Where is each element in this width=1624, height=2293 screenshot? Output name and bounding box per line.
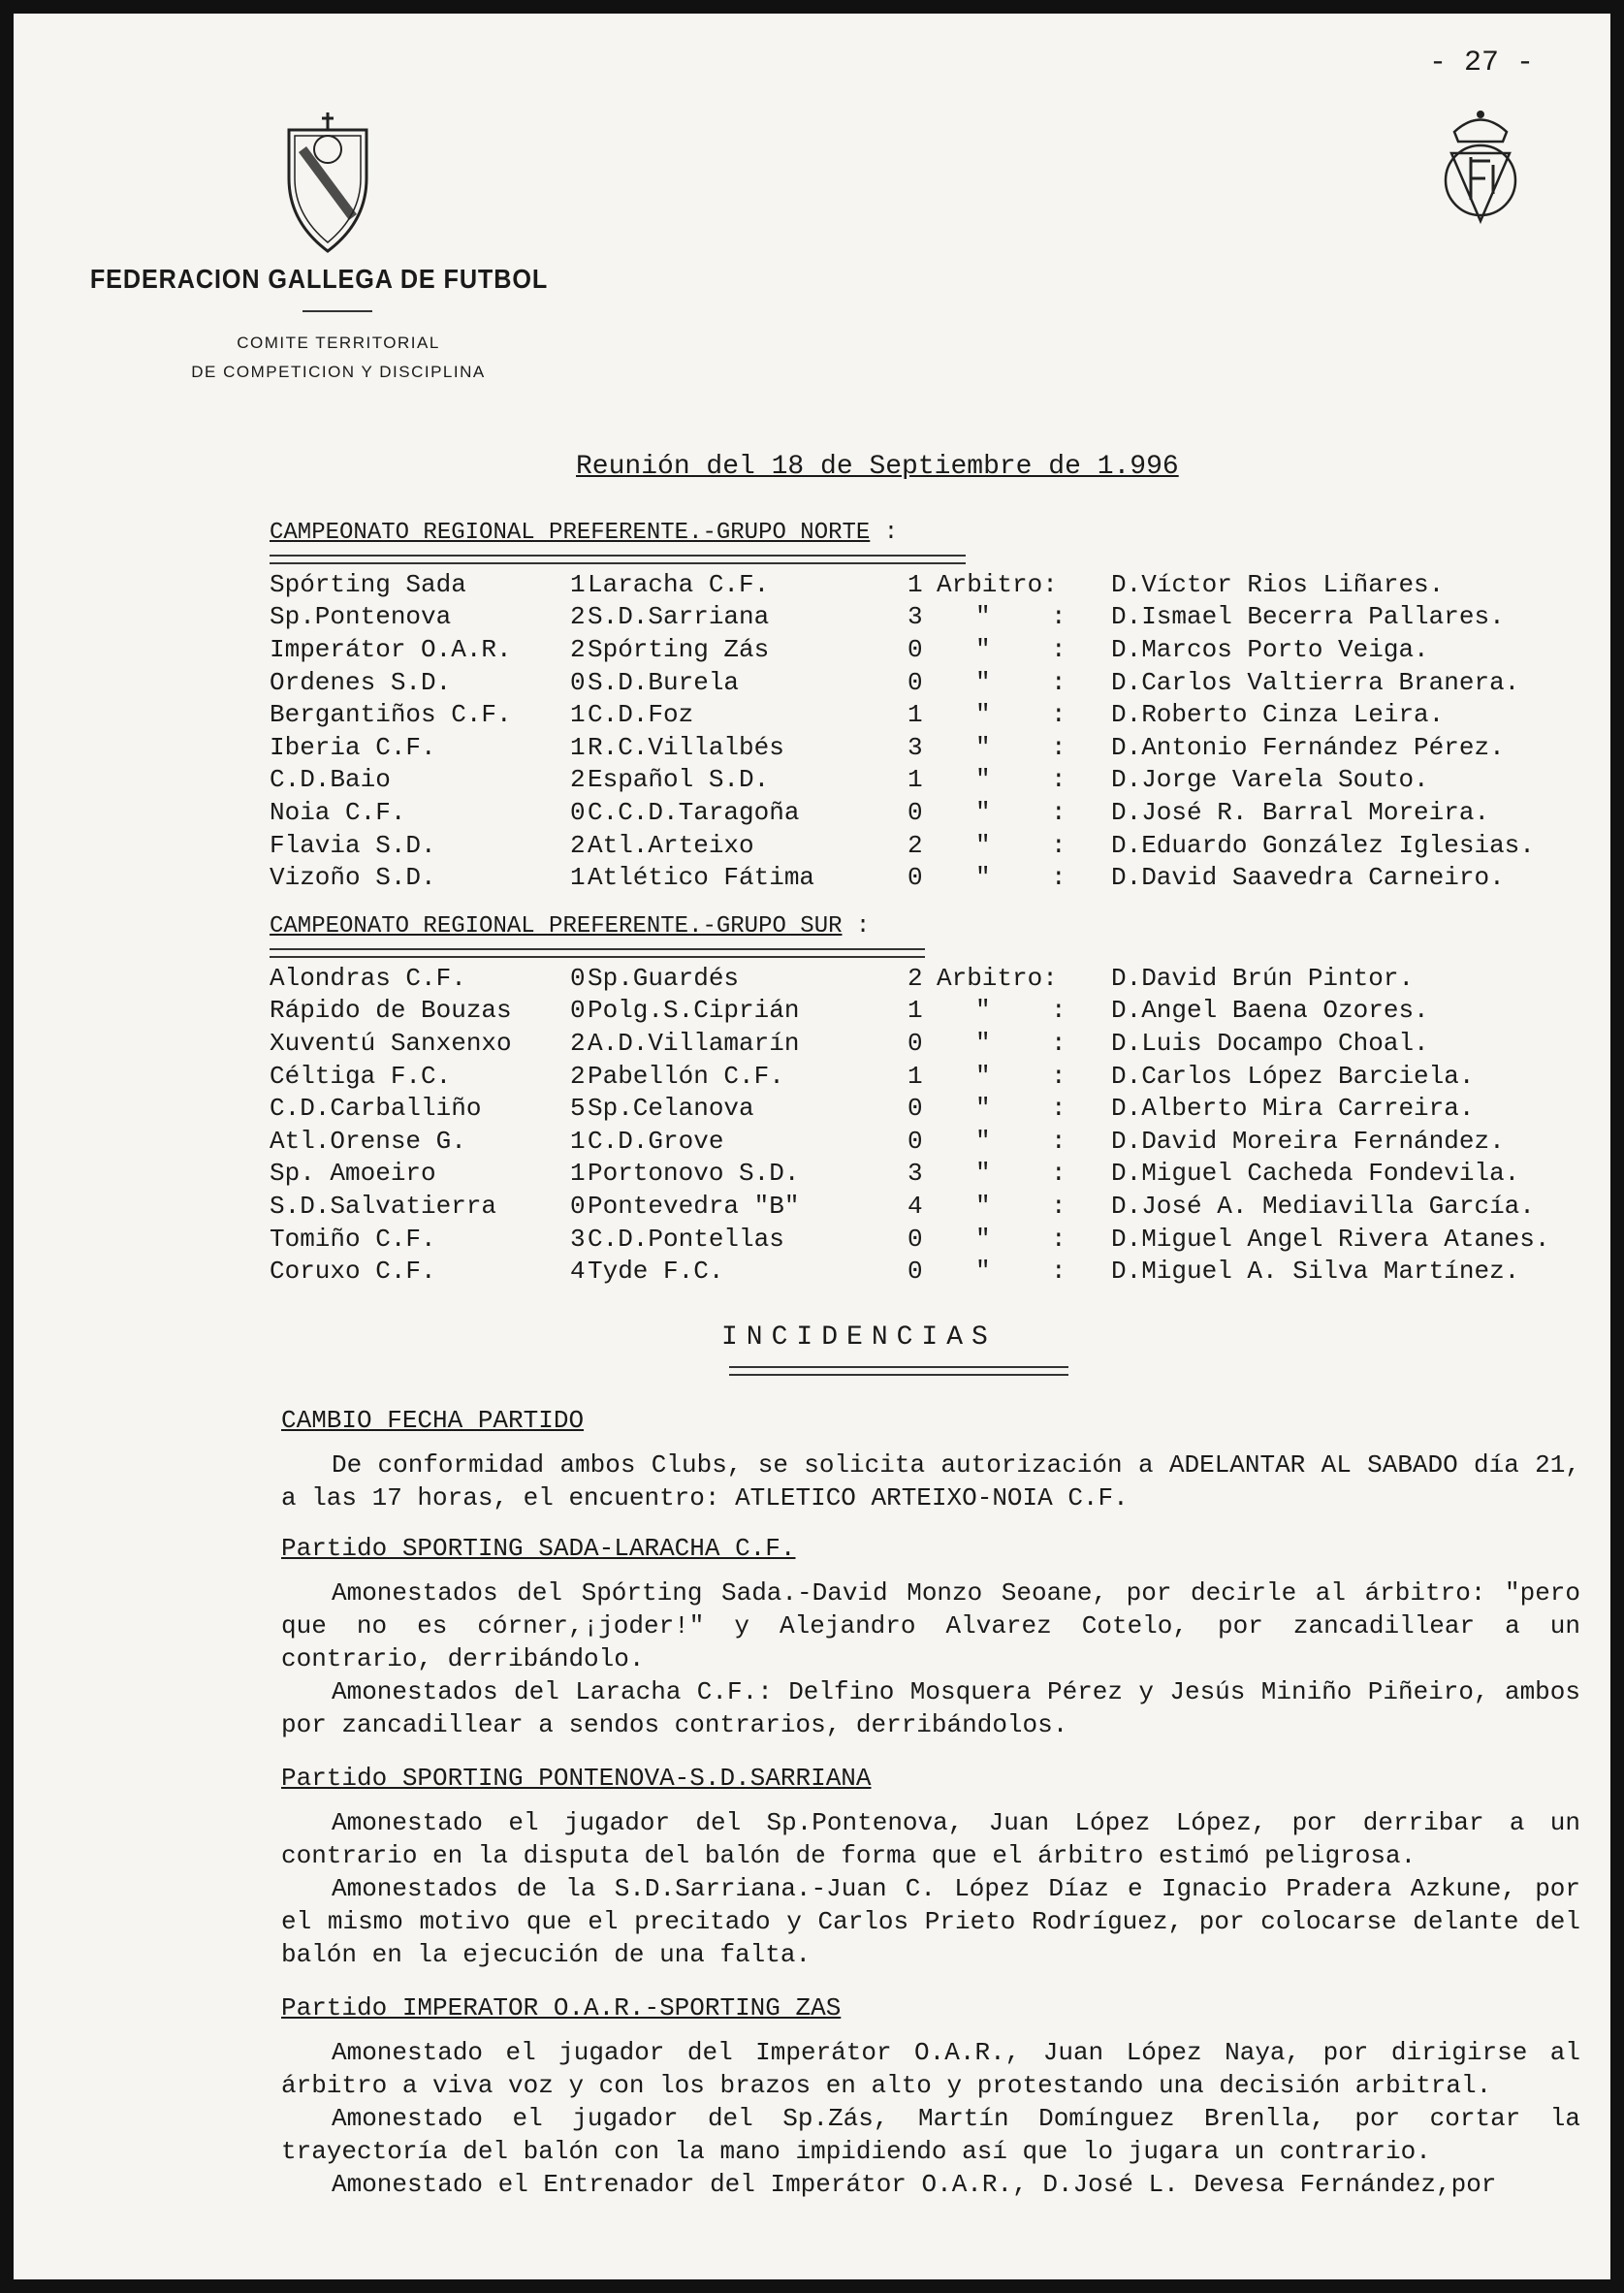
home-score: 2 [570, 1028, 586, 1058]
away-score: 1 [908, 700, 923, 730]
section-paragraph: Amonestado el jugador del Sp.Pontenova, Juan López López, por derribar a un contrario en la disputa del balón de forma que el árbitro estimó peligrosa. [281, 1808, 1580, 1870]
referee-label: " : [975, 700, 1067, 730]
away-score: 0 [908, 863, 923, 893]
match-row [270, 1125, 1549, 1158]
referee-name: D.Roberto Cinza Leira. [1111, 700, 1445, 730]
referee-label: " : [975, 1224, 1067, 1254]
home-team: Céltiga F.C. [270, 1061, 452, 1091]
referee-name: D.Víctor Rios Liñares. [1111, 569, 1445, 599]
section-body [281, 2036, 1580, 2201]
home-team: Coruxo C.F. [270, 1257, 436, 1287]
section-body [281, 1576, 1580, 1741]
away-score: 1 [908, 996, 923, 1026]
home-score: 2 [570, 830, 586, 860]
section-paragraph: Amonestado el Entrenador del Imperátor O.A.R., D.José L. Devesa Fernández,por [332, 2170, 1497, 2199]
referee-label: " : [975, 1028, 1067, 1058]
section-heading: Partido SPORTING PONTENOVA-S.D.SARRIANA [281, 1764, 872, 1793]
match-row [270, 1092, 1549, 1125]
referee-name: D.Marcos Porto Veiga. [1111, 634, 1429, 664]
home-team: Spórting Sada [270, 569, 466, 599]
referee-name: D.Miguel A. Silva Martínez. [1111, 1257, 1520, 1287]
federation-name: FEDERACION GALLEGA DE FUTBOL [89, 264, 549, 294]
committee-line-2: DE COMPETICION Y DISCIPLINA [191, 363, 486, 381]
match-row [270, 666, 1535, 699]
home-team: S.D.Salvatierra [270, 1191, 497, 1221]
incidencias-title: INCIDENCIAS [721, 1322, 997, 1353]
match-row [270, 1255, 1549, 1288]
away-score: 0 [908, 634, 923, 664]
home-team: Rápido de Bouzas [270, 996, 512, 1026]
match-row [270, 995, 1549, 1028]
federation-shield-logo [283, 111, 372, 256]
home-team: Atl.Orense G. [270, 1126, 466, 1156]
away-score: 0 [908, 1094, 923, 1124]
group-norte-results-table [270, 568, 1535, 894]
group-sur-title [270, 913, 870, 939]
match-row [270, 1190, 1549, 1223]
section-paragraph: Amonestado el jugador del Sp.Zás, Martín Domínguez Brenlla, por cortar la trayectoría del balón con la mano impidiendo así que lo jugara un contrario. [281, 2104, 1580, 2166]
match-row [270, 962, 1549, 995]
home-team: Bergantiños C.F. [270, 700, 512, 730]
home-team: C.D.Carballiño [270, 1094, 482, 1124]
away-team: C.C.D.Taragoña [588, 797, 800, 827]
home-team: Vizoño S.D. [270, 863, 436, 893]
home-team: Sp. Amoeiro [270, 1159, 436, 1189]
referee-label: " : [975, 765, 1067, 795]
group-title-text: CAMPEONATO REGIONAL PREFERENTE.-GRUPO NORTE [270, 520, 871, 546]
spanish-federation-crest-logo [1437, 103, 1524, 229]
home-score: 1 [570, 1126, 586, 1156]
referee-name: D.Antonio Fernández Pérez. [1111, 732, 1505, 762]
away-team: Tyde F.C. [588, 1257, 724, 1287]
referee-label: " : [975, 1191, 1067, 1221]
home-team: Xuventú Sanxenxo [270, 1028, 512, 1058]
home-team: Tomiño C.F. [270, 1224, 436, 1254]
group-sur-results-table [270, 962, 1549, 1288]
home-score: 0 [570, 797, 586, 827]
home-score: 2 [570, 634, 586, 664]
home-team: Sp.Pontenova [270, 602, 452, 632]
referee-name: D.Miguel Cacheda Fondevila. [1111, 1159, 1520, 1189]
home-score: 1 [570, 863, 586, 893]
away-team: Pabellón C.F. [588, 1061, 784, 1091]
referee-label: " : [975, 830, 1067, 860]
match-row [270, 796, 1535, 829]
group-title-text: CAMPEONATO REGIONAL PREFERENTE.-GRUPO SUR [270, 913, 843, 939]
away-team: Laracha C.F. [588, 569, 770, 599]
referee-name: D.David Brún Pintor. [1111, 963, 1415, 993]
home-score: 2 [570, 602, 586, 632]
referee-label: " : [975, 1159, 1067, 1189]
away-team: C.D.Pontellas [588, 1224, 784, 1254]
section-body [281, 1806, 1580, 1971]
away-score: 0 [908, 1257, 923, 1287]
match-row [270, 601, 1535, 634]
referee-name: D.Alberto Mira Carreira. [1111, 1094, 1475, 1124]
meeting-title: Reunión del 18 de Septiembre de 1.996 [576, 452, 1179, 482]
home-score: 1 [570, 1159, 586, 1189]
section-paragraph: De conformidad ambos Clubs, se solicita autorización a ADELANTAR AL SABADO día 21, a las 17 horas, el encuentro: ATLETICO ARTEIXO-NOIA C.F. [281, 1450, 1580, 1513]
away-score: 2 [908, 963, 923, 993]
away-score: 0 [908, 1028, 923, 1058]
home-team: Iberia C.F. [270, 732, 436, 762]
away-score: 4 [908, 1191, 923, 1221]
match-row [270, 1223, 1549, 1256]
home-score: 1 [570, 700, 586, 730]
away-score: 0 [908, 1126, 923, 1156]
match-row [270, 1158, 1549, 1191]
referee-label: " : [975, 667, 1067, 697]
away-team: C.D.Foz [588, 700, 694, 730]
away-team: Atl.Arteixo [588, 830, 754, 860]
referee-label: " : [975, 797, 1067, 827]
home-score: 2 [570, 1061, 586, 1091]
section-heading: Partido SPORTING SADA-LARACHA C.F. [281, 1534, 796, 1563]
home-team: Imperátor O.A.R. [270, 634, 512, 664]
referee-name: D.Carlos Valtierra Branera. [1111, 667, 1520, 697]
referee-label: " : [975, 732, 1067, 762]
section-heading: CAMBIO FECHA PARTIDO [281, 1406, 585, 1435]
away-team: Portonovo S.D. [588, 1159, 800, 1189]
document-page [14, 14, 1610, 2279]
referee-label: " : [975, 1061, 1067, 1091]
home-score: 0 [570, 1191, 586, 1221]
home-team: Flavia S.D. [270, 830, 436, 860]
away-team: A.D.Villamarín [588, 1028, 800, 1058]
away-team: S.D.Sarriana [588, 602, 770, 632]
away-score: 3 [908, 602, 923, 632]
away-team: Sp.Celanova [588, 1094, 754, 1124]
page-number: - 27 - [1429, 47, 1535, 80]
match-row [270, 568, 1535, 601]
referee-name: D.Angel Baena Ozores. [1111, 996, 1429, 1026]
referee-name: D.David Moreira Fernández. [1111, 1126, 1505, 1156]
home-score: 0 [570, 667, 586, 697]
match-row [270, 1060, 1549, 1093]
away-team: Español S.D. [588, 765, 770, 795]
referee-name: D.Miguel Angel Rivera Atanes. [1111, 1224, 1550, 1254]
away-score: 0 [908, 667, 923, 697]
away-score: 2 [908, 830, 923, 860]
referee-name: D.David Saavedra Carneiro. [1111, 863, 1505, 893]
referee-label: " : [975, 863, 1067, 893]
home-team: C.D.Baio [270, 765, 391, 795]
referee-name: D.Eduardo González Iglesias. [1111, 830, 1535, 860]
group-norte-double-rule [270, 555, 966, 564]
referee-label: " : [975, 1094, 1067, 1124]
away-team: Sp.Guardés [588, 963, 740, 993]
referee-name: D.Ismael Becerra Pallares. [1111, 602, 1505, 632]
section-body [281, 1449, 1580, 1514]
away-score: 3 [908, 732, 923, 762]
home-score: 1 [570, 569, 586, 599]
referee-label: " : [975, 1257, 1067, 1287]
match-row [270, 829, 1535, 862]
away-score: 0 [908, 1224, 923, 1254]
match-row [270, 633, 1535, 666]
committee-line-1: COMITE TERRITORIAL [237, 334, 440, 352]
referee-label: " : [975, 602, 1067, 632]
home-team: Alondras C.F. [270, 963, 466, 993]
away-team: Atlético Fátima [588, 863, 815, 893]
away-score: 1 [908, 765, 923, 795]
home-score: 1 [570, 732, 586, 762]
referee-name: D.Jorge Varela Souto. [1111, 765, 1429, 795]
home-score: 2 [570, 765, 586, 795]
header-divider [303, 310, 372, 312]
match-row [270, 731, 1535, 764]
section-heading: Partido IMPERATOR O.A.R.-SPORTING ZAS [281, 1993, 842, 2022]
section-paragraph: Amonestado el jugador del Imperátor O.A.R., Juan López Naya, por dirigirse al árbitro a viva voz y con los brazos en alto y protestando una decisión arbitral. [281, 2038, 1580, 2100]
away-team: Spórting Zás [588, 634, 770, 664]
away-score: 1 [908, 1061, 923, 1091]
home-score: 5 [570, 1094, 586, 1124]
away-score: 3 [908, 1159, 923, 1189]
section-paragraph: Amonestados del Spórting Sada.-David Monzo Seoane, por decirle al árbitro: "pero que no es córner,¡joder!" y Alejandro Alvarez Cotelo, por zancadillear a un contrario, derribándolo. [281, 1578, 1580, 1673]
group-title-colon: : [855, 913, 871, 939]
section-paragraph: Amonestados del Laracha C.F.: Delfino Mosquera Pérez y Jesús Miniño Piñeiro, ambos por zancadillear a sendos contrarios, derribándolos. [281, 1677, 1580, 1739]
section-paragraph: Amonestados de la S.D.Sarriana.-Juan C. López Díaz e Ignacio Pradera Azkune, por el mismo motivo que el precitado y Carlos Prieto Rodríguez, por colocarse delante del balón en la ejecución de una falta. [281, 1874, 1580, 1969]
referee-label: " : [975, 1126, 1067, 1156]
home-score: 3 [570, 1224, 586, 1254]
referee-label: " : [975, 996, 1067, 1026]
group-sur-double-rule [270, 948, 925, 958]
referee-label: Arbitro: [937, 569, 1058, 599]
incidencias-double-rule [729, 1366, 1068, 1376]
home-score: 0 [570, 996, 586, 1026]
match-row [270, 1027, 1549, 1060]
match-row [270, 764, 1535, 797]
home-score: 4 [570, 1257, 586, 1287]
away-team: C.D.Grove [588, 1126, 724, 1156]
away-team: Polg.S.Ciprián [588, 996, 800, 1026]
referee-label: Arbitro: [937, 963, 1058, 993]
match-row [270, 861, 1535, 894]
away-score: 1 [908, 569, 923, 599]
away-score: 0 [908, 797, 923, 827]
referee-name: D.José A. Mediavilla García. [1111, 1191, 1535, 1221]
home-team: Ordenes S.D. [270, 667, 452, 697]
group-title-colon: : [883, 520, 899, 546]
referee-name: D.Carlos López Barciela. [1111, 1061, 1475, 1091]
match-row [270, 698, 1535, 731]
away-team: S.D.Burela [588, 667, 740, 697]
group-norte-title [270, 520, 898, 546]
referee-name: D.Luis Docampo Choal. [1111, 1028, 1429, 1058]
away-team: R.C.Villalbés [588, 732, 784, 762]
home-score: 0 [570, 963, 586, 993]
away-team: Pontevedra "B" [588, 1191, 800, 1221]
referee-label: " : [975, 634, 1067, 664]
referee-name: D.José R. Barral Moreira. [1111, 797, 1490, 827]
home-team: Noia C.F. [270, 797, 406, 827]
